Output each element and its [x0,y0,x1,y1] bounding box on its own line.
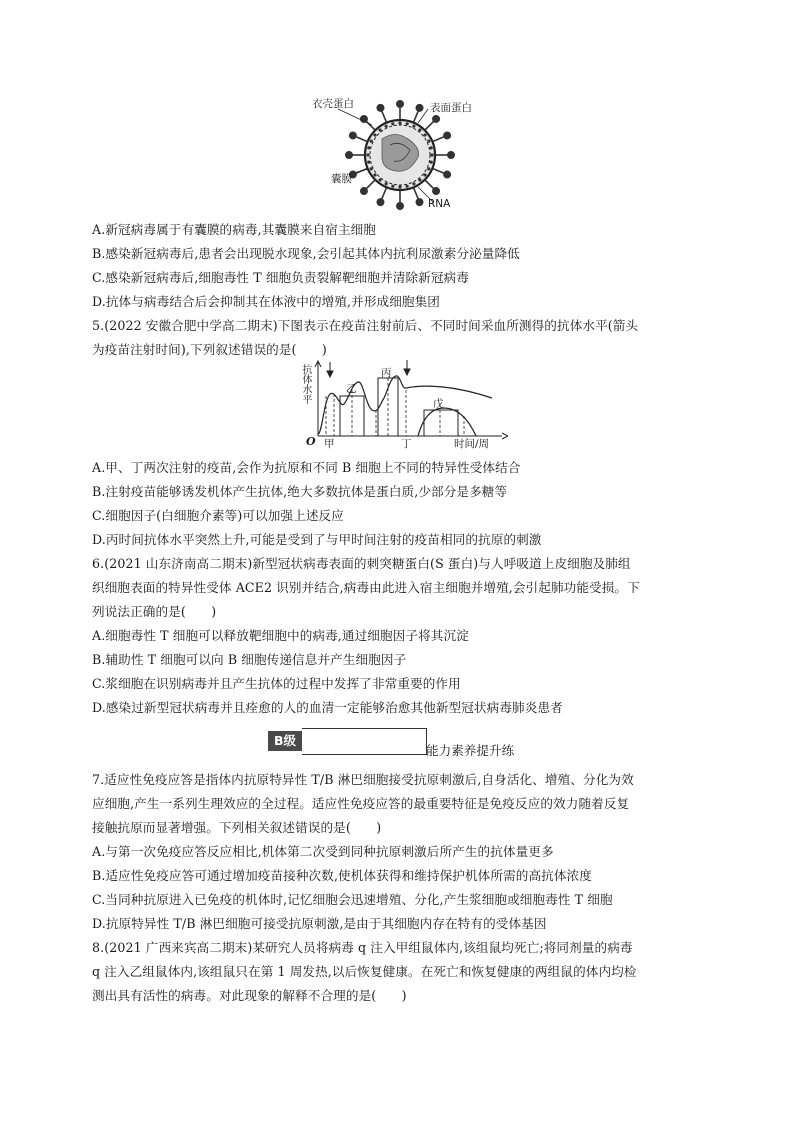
envelope-dot [391,185,394,188]
spike-head [361,188,367,194]
q4-option-d: D.抗体与病毒结合后会抑制其在体液中的增殖,并形成细胞集团 [92,294,440,309]
spike-head [416,199,422,205]
envelope-dot [412,125,415,128]
envelope-dot [373,133,376,136]
q6-stem-line-2: 织细胞表面的特异性受体 ACE2 识别并结合,病毒由此进入宿主细胞并增殖,会引起肺功能受损。下 [92,580,640,595]
envelope-dot [412,182,415,185]
q7-option-b: B.适应性免疫应答可通过增加疫苗接种次数,使机体获得和维持保护机体所需的高抗体浓度 [92,868,592,883]
q7-option-a: A.与第一次免疫应答反应相比,机体第二次受到同种抗原刺激后所产生的抗体量更多 [92,844,554,859]
envelope-dot [367,161,370,164]
envelope-dot [423,173,426,176]
q4-option-b: B.感染新冠病毒后,患者会出现脱水现象,会引起其体内抗利尿激素分泌量降低 [92,246,520,261]
q7-stem-line-1: 7.适应性免疫应答是指体内抗原特异性 T/B 淋巴细胞接受抗原刺激后,自身活化、增殖、分化为效 [92,772,634,787]
q7-stem-line-3: 接触抗原而显著增强。下列相关叙述错误的是( ) [92,820,382,835]
chart-mark-ding: 丁 [401,438,412,450]
spike-head [433,188,439,194]
envelope-dot [398,121,401,124]
q7-option-c: C.当同种抗原进入已免疫的机体时,记忆细胞会迅速增殖、分化,产生浆细胞或细胞毒性 T 细胞 [92,892,613,907]
envelope-dot [385,182,388,185]
q7-option-d: D.抗原特异性 T/B 淋巴细胞可接受抗原刺激,是由于其细胞内存在特有的受体基因 [92,916,547,931]
antibody-curve-2 [418,408,476,436]
antibody-curve [318,376,492,434]
q8-stem-line-1: 8.(2021 广西来宾高二期末)某研究人员将病毒 q 注入甲组鼠体内,该组鼠均死亡;将同剂量的病毒 [92,940,633,955]
q7-stem-line-2: 应细胞,产生一系列生理效应的全过程。适应性免疫应答的最重要特征是免疫反应的效力随着反复 [92,796,630,811]
chart-mark-bing: 丙 [381,367,392,379]
spike-head [346,152,352,158]
spike-head [397,101,403,107]
chart-mark-wu: 戊 [433,398,444,410]
q6-option-c: C.浆细胞在识别病毒并且产生抗体的过程中发挥了非常重要的作用 [92,676,461,691]
surface-protein-label: 表面蛋白 [430,102,472,114]
envelope-dot [370,167,373,170]
spike-head [433,116,439,122]
envelope-dot [427,140,430,143]
q5-stem-line-2: 为疫苗注射时间),下列叙述错误的是( ) [92,342,327,357]
envelope-dot [391,122,394,125]
spike-head [350,132,356,138]
capsid-protein-label: 衣壳蛋白 [312,98,354,110]
q6-option-d: D.感染过新型冠状病毒并且痊愈的人的血清一定能够治愈其他新型冠状病毒肺炎患者 [92,700,563,715]
envelope-dot [366,153,369,156]
q6-stem-line-3: 列说法正确的是( ) [92,604,217,619]
q8-stem-line-2: q 注入乙组鼠体内,该组鼠只在第 1 周发热,以后恢复健康。在死亡和恢复健康的两组鼠的体内均检 [92,964,637,979]
envelope-dot [367,146,370,149]
spike-head [444,132,450,138]
envelope-dot [385,125,388,128]
chart-origin: O [306,435,316,448]
section-level-tag: B级 [268,731,302,751]
spike-head [377,105,383,111]
rna-label: RNA [428,198,451,210]
envelope-dot [430,161,433,164]
envelope-dot [418,178,421,181]
q4-option-a: A.新冠病毒属于有囊膜的病毒,其囊膜来自宿主细胞 [92,222,376,237]
q5-option-b: B.注射疫苗能够诱发机体产生抗体,绝大多数抗体是蛋白质,少部分是多糖等 [92,484,508,499]
envelope-dot [378,178,381,181]
spike-head [397,203,403,209]
q5-option-c: C.细胞因子(白细胞介素等)可以加强上述反应 [92,508,344,523]
envelope-dot [423,133,426,136]
q5-option-a: A.甲、丁两次注射的疫苗,会作为抗原和不同 B 细胞上不同的特异性受体结合 [92,460,521,475]
chart-ylabel: 抗体水平 [300,364,311,404]
q4-option-c: C.感染新冠病毒后,细胞毒性 T 细胞负责裂解靶细胞并清除新冠病毒 [92,270,469,285]
envelope-dot [398,185,401,188]
q5-option-d: D.丙时间抗体水平突然上升,可能是受到了与甲时间注射的疫苗相同的抗原的刺激 [92,532,542,547]
virus-figure [300,95,500,215]
q8-stem-line-3: 测出具有活性的病毒。对此现象的解释不合理的是( ) [92,988,407,1003]
envelope-dot [370,140,373,143]
chart-mark-jia: 甲 [324,438,335,450]
spike-head [444,171,450,177]
q6-stem-line-1: 6.(2021 山东济南高二期末)新型冠状病毒表面的刺突糖蛋白(S 蛋白)与人呼吸道上皮细胞及肺组 [92,556,631,571]
q6-option-a: A.细胞毒性 T 细胞可以释放靶细胞中的病毒,通过细胞因子将其沉淀 [92,628,469,643]
envelope-dot [427,167,430,170]
spike-head [377,199,383,205]
envelope-dot [406,185,409,188]
q5-stem-line-1: 5.(2022 安徽合肥中学高二期末)下图表示在疫苗注射前后、不同时间采血所测得的抗体水平(箭头 [92,318,639,333]
spike-head [416,105,422,111]
spike-head [448,152,454,158]
chart-mark-yi: 乙 [346,383,357,395]
envelope-dot [430,153,433,156]
section-banner-box [302,728,427,755]
envelope-dot [418,128,421,131]
envelope-dot [378,128,381,131]
envelope-dot [373,173,376,176]
envelope-dot [430,146,433,149]
envelope-dot [406,122,409,125]
antibody-chart [296,360,508,452]
q6-option-b: B.辅助性 T 细胞可以向 B 细胞传递信息并产生细胞因子 [92,652,407,667]
chart-xlabel: 时间/周 [454,438,490,450]
envelope-label: 囊膜 [331,173,352,185]
section-title: 能力素养提升练 [426,743,515,758]
